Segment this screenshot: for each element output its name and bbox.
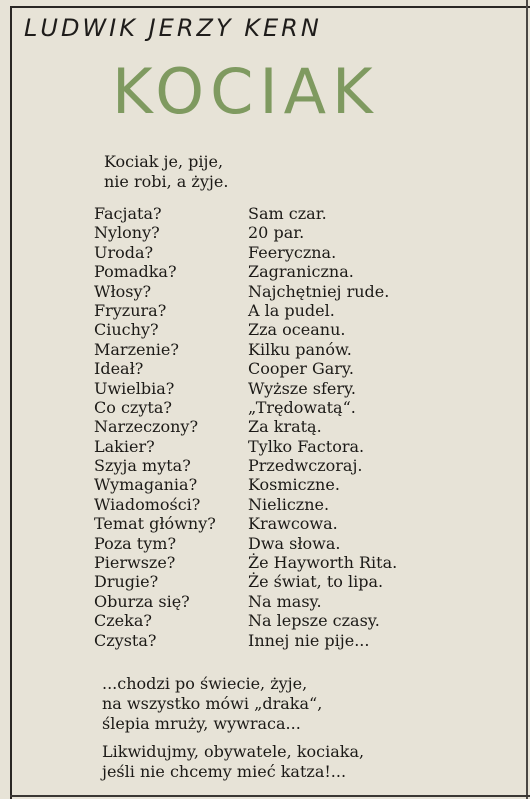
qa-question: Szyja myta? (94, 456, 191, 476)
stanza-line: na wszystko mówi „draka“, (102, 694, 323, 713)
qa-answer: A la pudel. (248, 300, 335, 320)
qa-question: Ciuchy? (94, 320, 159, 340)
qa-row (94, 398, 397, 417)
qa-answer: Wyższe sfery. (248, 378, 357, 398)
qa-answer: Na lepsze czasy. (248, 611, 380, 631)
qa-question: Pierwsze? (94, 553, 176, 573)
qa-row (94, 243, 397, 262)
qa-question: Narzeczony? (94, 417, 199, 437)
closing-stanza-1 (102, 674, 322, 734)
qa-row (94, 204, 397, 223)
qa-answer: Kilku panów. (248, 339, 352, 359)
qa-question: Co czyta? (94, 397, 172, 417)
qa-row (94, 301, 397, 320)
qa-question: Marzenie? (94, 339, 179, 359)
qa-row (94, 534, 397, 553)
qa-answer: Tylko Factora. (248, 436, 365, 456)
qa-question: Włosy? (94, 281, 152, 301)
qa-answer: Najchętniej rude. (248, 281, 390, 301)
qa-row (94, 572, 397, 591)
qa-row (94, 282, 397, 301)
qa-answer: Zza oceanu. (248, 320, 346, 340)
frame-border-right (526, 0, 528, 799)
stanza-line: ...chodzi po świecie, żyje, (102, 674, 308, 693)
qa-row (94, 553, 397, 572)
qa-answer: Dwa słowa. (248, 533, 341, 553)
frame-border-bottom (10, 795, 530, 797)
question-answer-list (94, 204, 397, 650)
qa-row (94, 456, 397, 475)
stanza-line: ślepia mruży, wywraca... (102, 714, 301, 733)
qa-row (94, 262, 397, 281)
qa-question: Czysta? (94, 630, 157, 650)
intro-line: nie robi, a żyje. (104, 172, 229, 191)
intro-line: Kociak je, pije, (104, 152, 224, 171)
qa-row (94, 320, 397, 339)
frame-border-left (10, 6, 12, 799)
qa-answer: Cooper Gary. (248, 359, 354, 379)
stanza-line: Likwidujmy, obywatele, kociaka, (102, 742, 365, 761)
qa-answer: Innej nie pije... (248, 630, 370, 650)
qa-question: Nylony? (94, 223, 160, 243)
qa-row (94, 340, 397, 359)
qa-question: Uwielbia? (94, 378, 175, 398)
qa-row (94, 514, 397, 533)
qa-question: Pomadka? (94, 262, 177, 282)
qa-question: Fryzura? (94, 300, 167, 320)
qa-question: Facjata? (94, 204, 162, 223)
qa-answer: Feeryczna. (248, 242, 337, 262)
qa-answer: Że świat, to lipa. (248, 572, 384, 592)
frame-border-top (10, 6, 530, 8)
qa-row (94, 611, 397, 630)
qa-question: Oburza się? (94, 591, 190, 611)
qa-row (94, 437, 397, 456)
qa-row (94, 379, 397, 398)
qa-answer: Przedwczoraj. (248, 456, 363, 476)
intro-stanza (104, 152, 228, 192)
qa-answer: Nieliczne. (248, 494, 330, 514)
closing-stanza-2 (102, 742, 364, 782)
qa-question: Lakier? (94, 436, 155, 456)
qa-question: Poza tym? (94, 533, 177, 553)
qa-row (94, 495, 397, 514)
qa-row (94, 475, 397, 494)
stanza-line: jeśli nie chcemy mieć katza!... (102, 762, 347, 781)
qa-answer: Krawcowa. (248, 514, 338, 534)
qa-row (94, 223, 397, 242)
qa-row (94, 417, 397, 436)
qa-question: Uroda? (94, 242, 154, 262)
qa-answer: Kosmiczne. (248, 475, 340, 495)
qa-answer: „Trędowatą“. (248, 397, 356, 417)
qa-row (94, 592, 397, 611)
qa-row (94, 631, 397, 650)
qa-question: Temat główny? (94, 514, 216, 534)
author-name: LUDWIK JERZY KERN (24, 14, 322, 42)
qa-row (94, 359, 397, 378)
qa-answer: Sam czar. (248, 204, 327, 223)
qa-answer: Za kratą. (248, 417, 322, 437)
qa-question: Drugie? (94, 572, 159, 592)
qa-answer: 20 par. (248, 223, 305, 243)
qa-answer: Zagraniczna. (248, 262, 354, 282)
qa-answer: Na masy. (248, 591, 322, 611)
qa-question: Ideał? (94, 359, 144, 379)
qa-answer: Że Hayworth Rita. (248, 553, 398, 573)
qa-question: Czeka? (94, 611, 152, 631)
poem-title: KOCIAK (112, 55, 379, 128)
qa-question: Wymagania? (94, 475, 198, 495)
qa-question: Wiadomości? (94, 494, 201, 514)
